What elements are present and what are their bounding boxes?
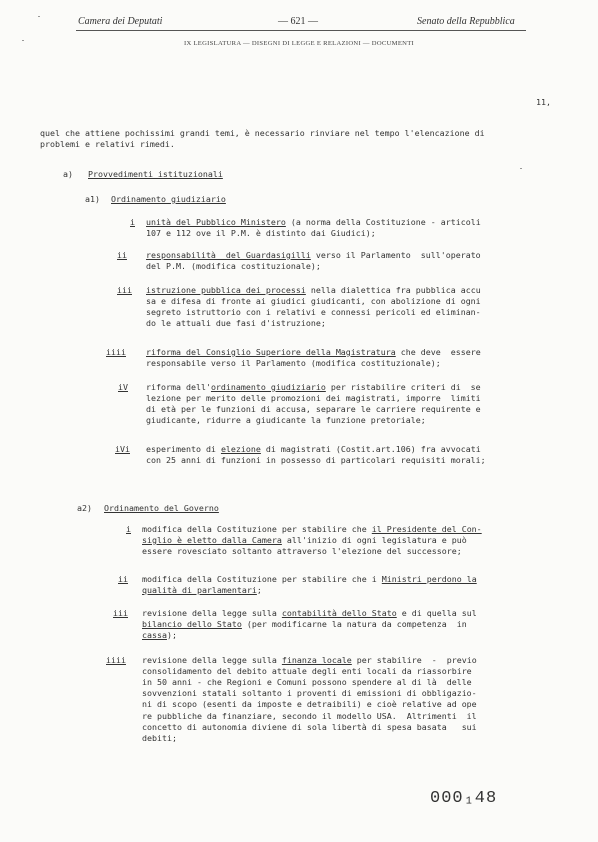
text-run: concetto di autonomia diviene di sola libertà di spesa basata sui [142,721,477,732]
item-text-line [146,318,326,329]
text-run: ); [166,630,177,641]
text-run: riforma dell' [146,382,211,392]
underlined-phrase: siglio è eletto dalla Camera [142,535,282,546]
item-text-line [146,382,481,393]
item-text-line [146,404,481,415]
underlined-phrase: elezione [220,444,261,454]
item-text-line [142,699,477,710]
text-run: sovvenzioni statali soltanto i proventi di emissioni di obbligazio- [142,688,477,699]
item-text-line [142,524,482,535]
item-numeral: iiii [106,347,126,357]
text-run: che deve essere [395,347,481,357]
item-numeral: iiii [106,655,126,665]
text-run: di età per le funzioni di accusa, separare le carriere requirente e [146,404,481,415]
underlined-phrase: contabilità dello Stato [281,608,397,618]
section-a1-label: a1) [85,194,100,204]
item-text-line [142,574,477,585]
text-run: modifica della Costituzione per stabilire che [142,524,372,534]
item-text-line [142,722,477,733]
text-run: revisione della legge sulla [142,608,282,618]
item-text-line [142,655,477,666]
item-text-line [146,393,481,404]
section-a-title: Provvedimenti istituzionali [88,169,223,179]
header-right: Senato della Repubblica [417,16,515,27]
header-subtitle: IX LEGISLATURA — DISEGNI DI LEGGE E RELAZIONI — DOCUMENTI [183,40,415,47]
item-text-line [142,711,477,722]
item-text-line [142,535,467,546]
item-numeral: i [126,524,131,534]
underlined-phrase: bilancio dello Stato [142,619,242,630]
text-run: (a norma della Costituzione - articoli [285,217,481,227]
text-run: revisione della legge sulla [142,655,282,665]
item-text-line [146,296,481,307]
item-numeral: iV [118,382,128,392]
underlined-phrase: qualità di parlamentari [142,585,257,596]
item-numeral: iii [117,285,132,295]
item-text-line [142,733,177,744]
text-run: all'inizio di ogni legislatura e può [281,535,467,546]
item-text-line [146,455,486,466]
text-run: con 25 anni di funzioni in possesso di particolari requisiti morali; [146,455,486,466]
scan-speck [520,168,522,169]
underlined-phrase: unità del Pubblico Ministero [146,217,286,227]
item-text-line [146,250,481,261]
item-text-line [142,546,462,557]
text-run: sa e difesa di fronte ai giudici giudicanti, con abolizione di ogni [146,296,481,307]
text-run: debiti; [142,732,177,743]
item-text-line [146,228,376,239]
item-text-line [146,415,426,426]
item-text-line [146,217,481,228]
underlined-phrase: ordinamento giudiziario [210,382,326,392]
item-text-line [142,688,477,699]
text-run: esperimento di [146,444,221,454]
archive-stamp: 000₁48 [430,789,498,808]
text-run: ; [256,585,262,596]
page-marker: 11, [536,97,551,107]
text-run: ni di scopo (esenti da imposte e detraibili) e cioè relative ad ope [142,699,477,710]
item-text-line [146,307,481,318]
header-left: Camera dei Deputati [78,16,163,27]
item-text-line [146,444,481,455]
text-run: lezione per merito delle promozioni dei magistrati, imporre limiti [146,393,481,404]
header-page-number: — 621 — [278,16,318,27]
scan-speck [22,40,24,41]
section-a2-title: Ordinamento del Governo [104,503,219,513]
item-text-line [146,347,481,358]
item-numeral: iii [113,608,128,618]
underlined-phrase: il Presidente del Con- [371,524,482,534]
section-a1-title: Ordinamento giudiziario [111,194,226,204]
item-text-line [142,585,262,596]
text-run: verso il Parlamento sull'operato [310,250,481,260]
text-run: per ristabilire criteri di se [325,382,481,392]
scan-speck [38,16,40,17]
underlined-phrase: riforma del Consiglio Superiore della Magistratura [146,347,396,357]
item-text-line [142,666,472,677]
item-text-line [142,619,467,630]
text-run: do le attuali due fasi d'istruzione; [146,318,326,329]
text-run: consolidamento del debito attuale degli enti locali da riassorbire [142,666,472,677]
text-run: re pubbliche da finanziare, secondo il modello USA. Altrimenti il [142,710,477,721]
text-run: in 50 anni - che Regioni e Comuni possono spendere al di là delle [142,677,472,688]
text-run: giudicante, ridurre a giudicante la funzione pretoriale; [146,415,426,426]
section-a2-label: a2) [77,503,92,513]
underlined-phrase: finanza locale [281,655,352,665]
intro-line-2: problemi e relativi rimedi. [40,139,175,149]
text-run: del P.M. (modifica costituzionale); [146,261,321,272]
item-numeral: ii [117,250,127,260]
item-text-line [146,285,481,296]
underlined-phrase: istruzione pubblica dei processi [146,285,306,295]
underlined-phrase: Ministri perdono la [381,574,477,584]
item-numeral: i [130,217,135,227]
text-run: 107 e 112 ove il P.M. è distinto dai Giudici); [146,228,376,239]
item-text-line [146,261,321,272]
text-run: modifica della Costituzione per stabilire che i [142,574,382,584]
text-run: (per modificarne la natura da competenza in [241,619,467,630]
text-run: nella dialettica fra pubblica accu [305,285,481,295]
item-text-line [142,630,177,641]
item-text-line [142,677,472,688]
text-run: responsabile verso il Parlamento (modifica costituzionale); [146,358,441,369]
text-run: per stabilire - previo [351,655,477,665]
item-text-line [146,358,441,369]
text-run: segreto istruttorio con i relativi e connessi pericoli ed eliminan- [146,307,481,318]
text-run: essere rovesciato soltanto attraverso l'elezione del successore; [142,546,462,557]
underlined-phrase: cassa [142,630,167,641]
text-run: e di quella sul [396,608,477,618]
section-a-label: a) [63,169,73,179]
intro-line-1: quel che attiene pochissimi grandi temi, è necessario rinviare nel tempo l'elencazione di [40,128,485,138]
text-run: di magistrati (Costit.art.106) fra avvocati [260,444,481,454]
underlined-phrase: responsabilità del Guardasigilli [146,250,311,260]
item-numeral: iVi [115,444,130,454]
header-rule [76,30,526,31]
item-text-line [142,608,477,619]
item-numeral: ii [118,574,128,584]
